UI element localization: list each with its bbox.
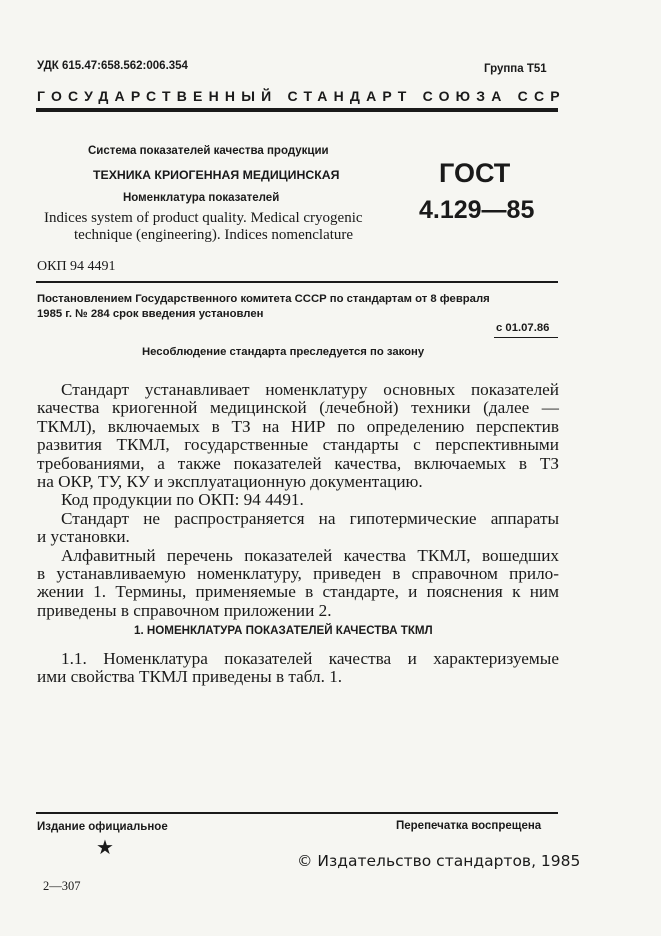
gost-label: ГОСТ [439,158,511,188]
english-title-line-1: Indices system of product quality. Medical cryogenic [44,210,363,226]
udk-code: УДК 615.47:658.562:006.354 [37,60,188,72]
law-notice: Несоблюдение стандарта преследуется по закону [142,346,425,358]
section-1-p-line-1: 1.1. Номенклатура показателей качества и характеризуемые [61,649,559,668]
section-1-heading: 1. НОМЕНКЛАТУРА ПОКАЗАТЕЛЕЙ КАЧЕСТВА ТКМЛ [134,624,433,637]
decree-line-2: 1985 г. № 284 срок введения установлен [37,308,264,320]
okp-code: ОКП 94 4491 [37,259,116,274]
intro-p1-line-4: развития ТКМЛ, государственные стандарты с перспективными [37,435,559,455]
intro-text [37,381,559,620]
intro-p3-line-2: и установки. [37,527,130,547]
reprint-prohibited: Перепечатка воспрещена [396,820,542,832]
star-icon: ★ [96,835,114,859]
intro-p1-line-1: Стандарт устанавливает номенклатуру основных показателей [61,380,559,399]
okp-rule [36,281,558,283]
effective-date: с 01.07.86 [496,322,550,334]
decree-line-1: Постановлением Государственного комитета СССР по стандартам от 8 февраля [37,293,490,305]
effective-date-underline [494,337,558,338]
gost-number: 4.129—85 [419,196,535,224]
group-code: Группа Т51 [484,63,547,75]
intro-p1-line-3: ТКМЛ), включаемых в ТЗ на НИР по определению перспектив [37,416,559,436]
intro-p3-line-1: Стандарт не распространяется на гипотермические аппараты [61,508,559,528]
intro-p1-line-2: качества криогенной медицинской (лечебной) техники (далее — [37,398,559,418]
copyright: © Издательство стандартов, 1985 [297,852,581,870]
intro-p4-line-1: Алфавитный перечень показателей качества ТКМЛ, вошедших [61,545,559,565]
english-title-line-2: technique (engineering). Indices nomenclature [74,227,354,243]
intro-p4-line-4: приведены в справочном приложении 2. [37,600,332,620]
intro-p4-line-2: в устанавливаемую номенклатуру, приведен в справочном прило- [37,564,559,584]
intro-p1-line-5: требованиями, а также показателей качества, включаемых в ТЗ [37,453,559,473]
banner-rule [36,108,558,112]
section-1-p-line-2: ими свойства ТКМЛ приведены в табл. 1. [37,667,343,687]
intro-p2: Код продукции по ОКП: 94 4491. [61,490,304,510]
intro-p4-line-3: жении 1. Термины, применяемые в стандарте, и пояснения к ним [37,582,559,602]
section-1-text [37,650,559,687]
official-edition: Издание официальное [37,821,168,833]
document-title: ТЕХНИКА КРИОГЕННАЯ МЕДИЦИНСКАЯ [93,168,340,182]
intro-p1-line-6: на ОКР, ТУ, КУ и эксплуатационную документацию. [37,472,423,492]
state-standard-banner: ГОСУДАРСТВЕННЫЙ СТАНДАРТ СОЮЗА ССР [37,88,566,104]
document-subtitle: Номенклатура показателей [123,192,280,204]
page-code: 2—307 [43,879,81,893]
footer-rule [36,812,558,814]
system-line: Система показателей качества продукции [88,145,329,157]
